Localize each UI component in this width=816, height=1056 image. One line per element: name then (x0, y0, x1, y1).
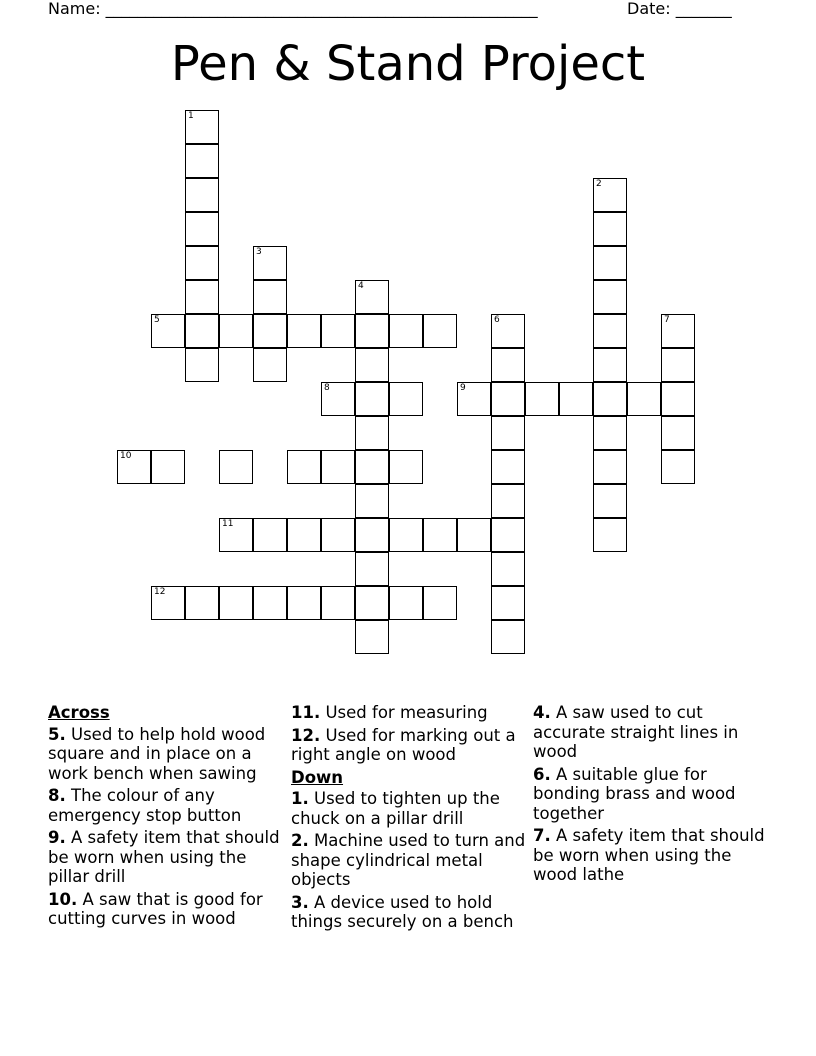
clue-number: 2 (596, 179, 602, 189)
date-field-label[interactable]: Date: _______ (627, 0, 732, 18)
grid-cell[interactable] (355, 484, 389, 518)
clue-num: 8. (48, 786, 66, 805)
clue-item (533, 703, 771, 762)
name-field-label[interactable]: Name: ______________________________________________________ (48, 0, 538, 18)
grid-cell[interactable] (151, 314, 185, 348)
grid-cell[interactable] (117, 450, 151, 484)
clue-num: 2. (291, 831, 309, 850)
grid-cell[interactable] (661, 348, 695, 382)
clue-text: The colour of any emergency stop button (48, 786, 242, 825)
grid-cell[interactable] (593, 348, 627, 382)
grid-cell[interactable] (423, 586, 457, 620)
grid-cell[interactable] (287, 518, 321, 552)
grid-cell[interactable] (593, 178, 627, 212)
clue-num: 5. (48, 724, 66, 744)
clue-item (48, 828, 286, 887)
grid-cell[interactable] (287, 314, 321, 348)
clue-number: 3 (256, 247, 262, 257)
grid-cell[interactable] (185, 280, 219, 314)
clue-num: 4. (533, 703, 551, 722)
grid-cell[interactable] (389, 518, 423, 552)
grid-cell[interactable] (185, 246, 219, 280)
grid-cell[interactable] (253, 280, 287, 314)
grid-cell[interactable] (185, 110, 219, 144)
grid-cell[interactable] (389, 586, 423, 620)
clue-item (533, 765, 771, 824)
grid-cell[interactable] (593, 382, 627, 416)
clue-num: 10. (48, 889, 78, 909)
grid-cell[interactable] (661, 450, 695, 484)
grid-cell[interactable] (355, 586, 389, 620)
grid-cell[interactable] (253, 518, 287, 552)
grid-cell[interactable] (355, 348, 389, 382)
grid-cell[interactable] (627, 382, 661, 416)
grid-cell[interactable] (389, 450, 423, 484)
clue-item (48, 786, 286, 825)
grid-cell[interactable] (457, 382, 491, 416)
grid-cell[interactable] (593, 314, 627, 348)
grid-cell[interactable] (321, 450, 355, 484)
grid-cell[interactable] (185, 348, 219, 382)
grid-cell[interactable] (491, 382, 525, 416)
grid-cell[interactable] (321, 518, 355, 552)
clue-number: 7 (664, 315, 670, 325)
clue-item (48, 890, 286, 929)
grid-cell[interactable] (593, 212, 627, 246)
grid-cell[interactable] (491, 586, 525, 620)
page-title: Pen & Stand Project (170, 36, 646, 92)
clue-num: 6. (533, 764, 551, 784)
clue-item (48, 725, 286, 784)
grid-cell[interactable] (423, 314, 457, 348)
clue-number: 5 (154, 315, 160, 325)
grid-cell[interactable] (389, 314, 423, 348)
clue-num: 11. (291, 703, 321, 722)
clue-text: A safety item that should be worn when using the pillar drill (48, 828, 280, 886)
clue-number: 12 (154, 587, 166, 597)
clue-text: A safety item that should be worn when using the wood lathe (533, 826, 765, 884)
grid-cell[interactable] (253, 246, 287, 280)
grid-cell[interactable] (593, 518, 627, 552)
clue-num: 7. (533, 826, 551, 845)
grid-cell[interactable] (491, 484, 525, 518)
grid-cell[interactable] (491, 450, 525, 484)
clue-number: 9 (460, 383, 466, 393)
grid-cell[interactable] (355, 416, 389, 450)
grid-cell[interactable] (355, 620, 389, 654)
clue-item (291, 703, 529, 723)
grid-cell[interactable] (253, 314, 287, 348)
grid-cell[interactable] (457, 518, 491, 552)
clue-num: 12. (291, 725, 321, 745)
clue-column-3 (533, 703, 771, 888)
grid-cell[interactable] (321, 314, 355, 348)
grid-cell[interactable] (355, 382, 389, 416)
clue-text: Used for marking out a right angle on wood (291, 725, 516, 764)
grid-cell[interactable] (389, 382, 423, 416)
down-heading: Down (291, 767, 344, 787)
grid-cell[interactable] (219, 314, 253, 348)
grid-cell[interactable] (355, 552, 389, 586)
clue-text: Machine used to turn and shape cylindrical metal objects (291, 831, 526, 889)
across-heading: Across (48, 703, 110, 722)
clue-text: Used to help hold wood square and in place on a work bench when sawing (48, 724, 266, 783)
clue-num: 3. (291, 892, 309, 912)
grid-cell[interactable] (355, 518, 389, 552)
clue-number: 10 (120, 451, 132, 461)
grid-cell[interactable] (525, 382, 559, 416)
grid-cell[interactable] (593, 416, 627, 450)
clue-text: Used to tighten up the chuck on a pillar drill (291, 789, 500, 828)
grid-cell[interactable] (491, 620, 525, 654)
clue-text: A saw that is good for cutting curves in wood (48, 889, 263, 928)
grid-cell[interactable] (253, 586, 287, 620)
grid-cell[interactable] (355, 314, 389, 348)
clue-column-1 (48, 703, 286, 932)
clue-number: 8 (324, 383, 330, 393)
grid-cell[interactable] (491, 314, 525, 348)
grid-cell[interactable] (185, 144, 219, 178)
grid-cell[interactable] (661, 416, 695, 450)
grid-cell[interactable] (491, 518, 525, 552)
grid-cell[interactable] (287, 586, 321, 620)
grid-cell[interactable] (661, 314, 695, 348)
clue-number: 1 (188, 111, 194, 121)
grid-cell[interactable] (185, 178, 219, 212)
clue-number: 6 (494, 315, 500, 325)
grid-cell[interactable] (593, 246, 627, 280)
grid-cell[interactable] (491, 348, 525, 382)
clue-text: A suitable glue for bonding brass and wood together (533, 764, 736, 823)
grid-cell[interactable] (185, 586, 219, 620)
clue-item (291, 831, 529, 890)
grid-cell[interactable] (355, 280, 389, 314)
clue-item (291, 789, 529, 828)
clue-text: A saw used to cut accurate straight lines in wood (533, 703, 739, 761)
grid-cell[interactable] (491, 552, 525, 586)
clue-num: 9. (48, 828, 66, 847)
grid-cell[interactable] (185, 314, 219, 348)
grid-cell[interactable] (321, 382, 355, 416)
grid-cell[interactable] (355, 450, 389, 484)
grid-cell[interactable] (661, 382, 695, 416)
grid-cell[interactable] (593, 280, 627, 314)
grid-cell[interactable] (151, 450, 185, 484)
grid-cell[interactable] (151, 586, 185, 620)
grid-cell[interactable] (219, 518, 253, 552)
clue-item (533, 826, 771, 885)
grid-cell[interactable] (253, 348, 287, 382)
grid-cell[interactable] (593, 450, 627, 484)
clue-item (291, 893, 529, 932)
clue-item (291, 726, 529, 765)
grid-cell[interactable] (559, 382, 593, 416)
grid-cell[interactable] (593, 484, 627, 518)
grid-cell[interactable] (219, 586, 253, 620)
clue-text: A device used to hold things securely on a bench (291, 892, 514, 931)
grid-cell[interactable] (185, 212, 219, 246)
grid-cell[interactable] (219, 450, 253, 484)
grid-cell[interactable] (287, 450, 321, 484)
clue-num: 1. (291, 789, 309, 808)
clue-number: 11 (222, 519, 234, 529)
clue-column-2 (291, 703, 529, 935)
grid-cell[interactable] (321, 586, 355, 620)
grid-cell[interactable] (423, 518, 457, 552)
clue-number: 4 (358, 281, 364, 291)
grid-cell[interactable] (491, 416, 525, 450)
clue-text: Used for measuring (320, 703, 488, 722)
